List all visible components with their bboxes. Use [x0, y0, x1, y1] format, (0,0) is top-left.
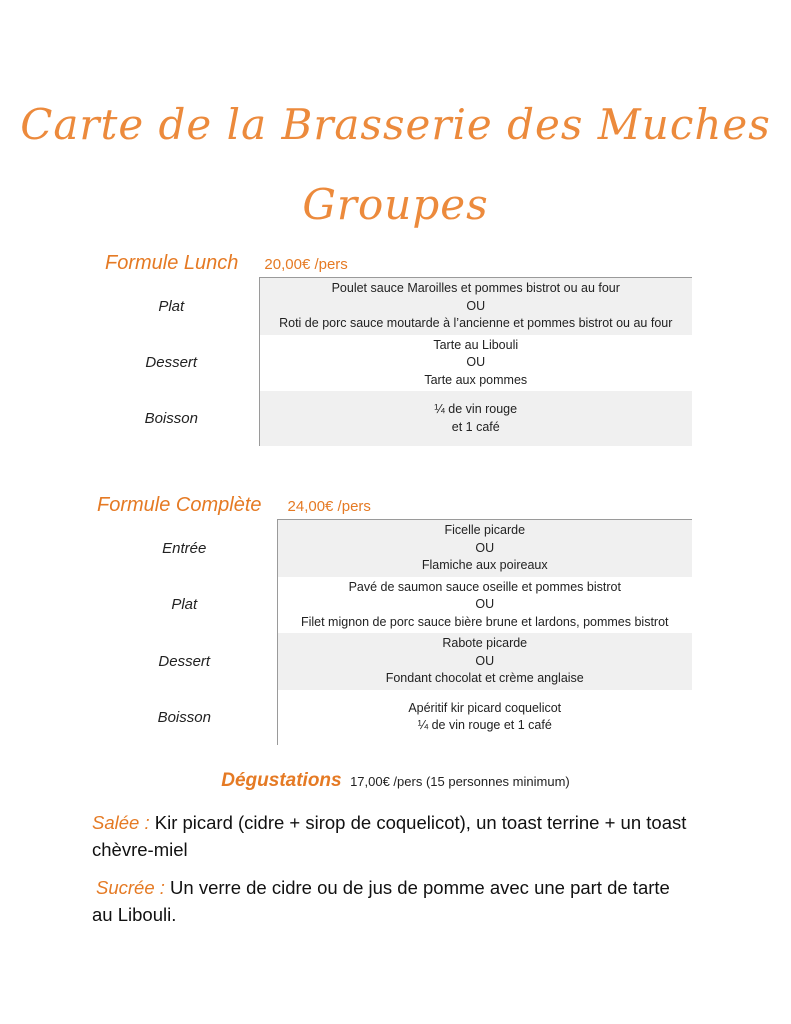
complete-item-line: ¼ de vin rouge et 1 café	[417, 718, 552, 732]
complete-item-line: Rabote picarde	[442, 636, 528, 650]
lunch-row	[84, 278, 692, 335]
complete-row-items	[277, 520, 692, 577]
complete-item-line: Apéritif kir picard coquelicot	[408, 700, 562, 715]
lunch-item-line: Tarte aux pommes	[424, 372, 528, 387]
lunch-item-line: Tarte au Libouli	[433, 337, 519, 352]
lunch-row	[84, 335, 692, 392]
lunch-header	[105, 252, 348, 275]
complete-item-line: Flamiche aux poireaux	[421, 558, 548, 572]
complete-item-line: OU	[475, 653, 495, 668]
complete-row-label: Boisson	[92, 690, 277, 745]
salee-label: Salée :	[92, 812, 150, 833]
lunch-item-line: OU	[466, 355, 486, 369]
complete-price: 24,00€ /pers	[287, 498, 371, 515]
complete-row	[92, 690, 692, 745]
sucree-text: Un verre de cidre ou de jus de pomme avec une part de tarte au Libouli.	[92, 877, 670, 925]
lunch-row	[84, 391, 692, 446]
complete-row-label: Dessert	[92, 633, 277, 690]
complete-row	[92, 520, 692, 577]
complete-row-items	[277, 577, 692, 634]
complete-header	[97, 494, 371, 517]
lunch-item-line: Roti de porc sauce moutarde à l’ancienne et pommes bistrot ou au four	[279, 316, 673, 330]
complete-item-line: OU	[475, 540, 495, 555]
complete-row-items	[277, 690, 692, 745]
page-title: Carte de la Brasserie des Muches	[20, 100, 771, 149]
complete-row	[92, 633, 692, 690]
complete-menu-table	[92, 519, 692, 745]
lunch-row-items	[259, 335, 692, 392]
complete-row-items	[277, 633, 692, 690]
lunch-row-label: Dessert	[84, 335, 259, 392]
complete-row	[92, 577, 692, 634]
lunch-menu-table	[84, 277, 692, 446]
lunch-row-label: Plat	[84, 278, 259, 335]
complete-item-line: Pavé de saumon sauce oseille et pommes bistrot	[348, 579, 621, 594]
sucree-paragraph	[92, 874, 692, 928]
lunch-row-items	[259, 391, 692, 446]
sucree-label: Sucrée :	[96, 877, 165, 898]
lunch-item-line: Poulet sauce Maroilles et pommes bistrot ou au four	[331, 281, 620, 295]
complete-item-line: OU	[475, 597, 495, 611]
degustations-name: Dégustations	[221, 770, 342, 791]
complete-item-line: Fondant chocolat et crème anglaise	[385, 671, 584, 685]
complete-name: Formule Complète	[97, 494, 262, 516]
salee-text: Kir picard (cidre + sirop de coquelicot), un toast terrine + un toast chèvre-miel	[92, 812, 687, 860]
lunch-item-line: ¼ de vin rouge	[434, 402, 518, 416]
complete-row-label: Plat	[92, 577, 277, 634]
lunch-row-items	[259, 278, 692, 335]
lunch-item-line: OU	[466, 298, 486, 313]
complete-item-line: Filet mignon de porc sauce bière brune et lardons, pommes bistrot	[300, 614, 669, 629]
lunch-row-label: Boisson	[84, 391, 259, 446]
lunch-price: 20,00€ /pers	[264, 256, 348, 273]
lunch-name: Formule Lunch	[105, 252, 239, 274]
complete-item-line: Ficelle picarde	[444, 523, 526, 537]
degustations-header	[0, 770, 791, 792]
degustations-price: 17,00€ /pers (15 personnes minimum)	[350, 774, 570, 789]
page-subtitle: Groupes	[302, 180, 489, 229]
lunch-item-line: et 1 café	[451, 419, 500, 434]
complete-row-label: Entrée	[92, 520, 277, 577]
salee-paragraph	[92, 809, 692, 863]
